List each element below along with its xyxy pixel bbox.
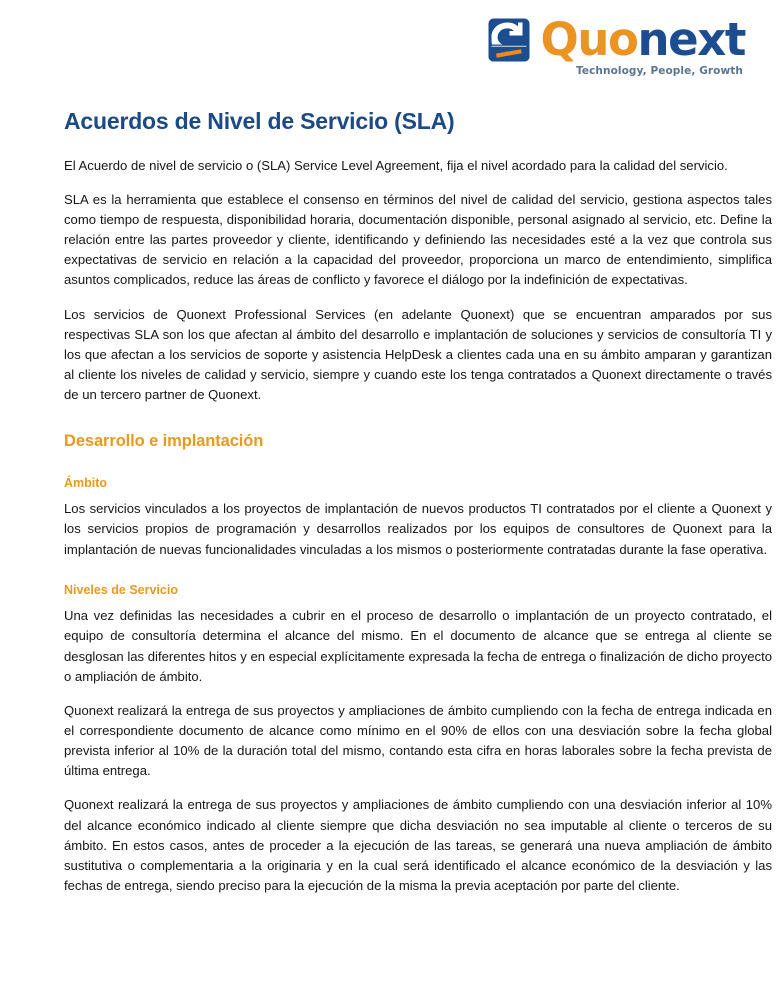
wordmark-quo: Quo bbox=[540, 13, 638, 67]
intro-paragraph-2: SLA es la herramienta que establece el consenso en términos del nivel de calidad del servicio, gestiona aspectos tales como tiempo de respuesta, disponibilidad horaria, documentación disponible, personal asignado al servicio, etc. Define la relación entre las partes proveedor y cliente, identificando y definiendo las necesidades esté a la vez que controla sus expectativas de servicio en relación a la capacidad del proveedor, proporciona un marco de entendimiento, simplifica asuntos complicados, reduce las áreas de conflicto y favorece el diálogo por la indefinición de expectativas. bbox=[64, 191, 772, 288]
ambito-paragraph-1: Los servicios vinculados a los proyectos de implantación de nuevos productos TI contratados por el cliente a Quonext y los servicios propios de programación y desarrollos realizados por los equipos de consultores de Quonext para la implantación de nuevas funcionalidades vinculadas a los mismos o posteriormente contratadas durante la fase operativa. bbox=[64, 501, 772, 557]
sub-heading-niveles-de-servicio: Niveles de Servicio bbox=[64, 582, 178, 597]
sub-heading-ambito: Ámbito bbox=[64, 475, 108, 490]
quonext-logo bbox=[488, 13, 745, 77]
intro-paragraph-3: Los servicios de Quonext Professional Services (en adelante Quonext) que se encuentran amparados por sus respectivas SLA son los que afectan al ámbito del desarrollo e implantación de soluciones y servicios de consultoría TI y los que afectan a los servicios de soporte y asistencia HelpDesk a clientes cada una en su ámbito amparan y garantizan al cliente los niveles de calidad y servicio, siempre y cuando este los tenga contratados a Quonext directamente o través de un tercero partner de Quonext. bbox=[64, 306, 772, 403]
document-header bbox=[0, 0, 783, 104]
logo-row bbox=[488, 13, 745, 67]
wordmark-next: next bbox=[637, 13, 745, 67]
quonext-logo-mark-icon bbox=[488, 18, 530, 62]
quonext-wordmark bbox=[540, 13, 745, 67]
niveles-paragraph-2: Quonext realizará la entrega de sus proyectos y ampliaciones de ámbito cumpliendo con la fecha de entrega indicada en el correspondiente documento de alcance como mínimo en el 90% de ellos con una desviación sobre la fecha global prevista inferior al 10% de la duración total del mismo, contando esta cifra en horas laborales sobre la fecha prevista de última entrega. bbox=[64, 702, 772, 779]
page-title: Acuerdos de Nivel de Servicio (SLA) bbox=[64, 108, 455, 134]
niveles-paragraph-1: Una vez definidas las necesidades a cubrir en el proceso de desarrollo o implantación de un proyecto contratado, el equipo de consultoría determina el alcance del mismo. En el documento de alcance que se entrega al cliente se desglosan las diferentes hitos y en especial explícitamente expresada la fecha de entrega o finalización de dicho proyecto o ampliación de ámbito. bbox=[64, 608, 772, 684]
document-content bbox=[64, 108, 772, 896]
intro-paragraph-1: El Acuerdo de nivel de servicio o (SLA) Service Level Agreement, fija el nivel acordado para la calidad del servicio. bbox=[64, 157, 728, 173]
brand-tagline: Technology, People, Growth bbox=[576, 65, 743, 77]
niveles-paragraph-3: Quonext realizará la entrega de sus proyectos y ampliaciones de ámbito cumpliendo con una desviación inferior al 10% del alcance económico indicado al cliente siempre que dicha desviación no sea imputable al cliente o terceros de su ámbito. En estos casos, antes de proceder a la ejecución de las tareas, se generará una nueva ampliación de ámbito sustitutiva o complementaria a la originaria y en la cual será identificado el alcance económico de la desviación y las fechas de entrega, siendo preciso para la ejecución de la misma la previa aceptación por parte del cliente. bbox=[64, 797, 772, 894]
section-heading-desarrollo: Desarrollo e implantación bbox=[64, 432, 264, 451]
